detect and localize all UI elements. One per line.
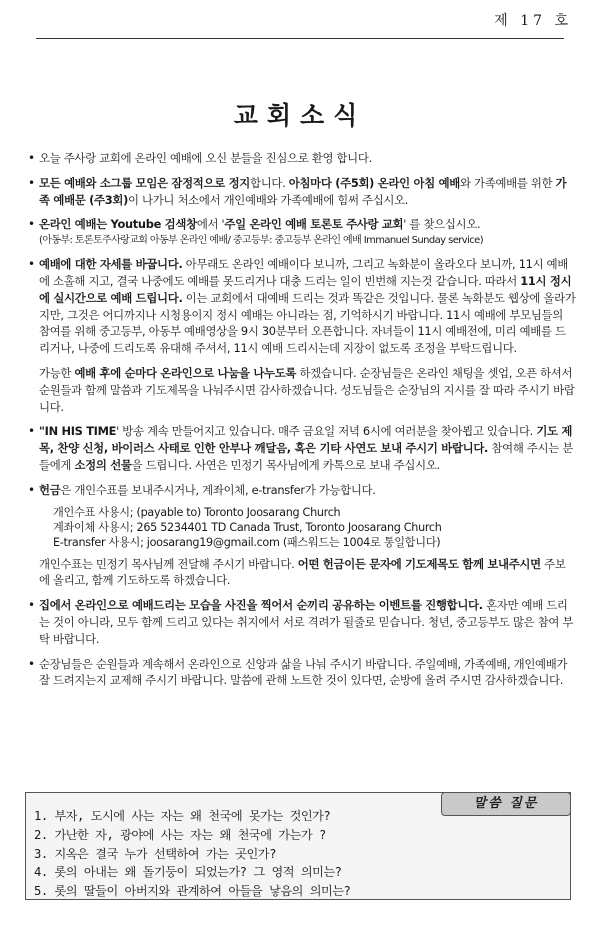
question-item: 5. 롯의 딸들이 아버지와 관계하여 아들을 낳음의 의미는? [34,884,351,899]
question-item: 3. 지옥은 결국 누가 선택하여 가는 곳인가? [34,846,276,861]
text: 은 개인수표를 보내주시거나, 계좌이체, e-transfer가 가능합니다. [60,482,376,497]
text: 합니다. [250,175,289,190]
question-list [34,807,350,901]
news-subparagraph [39,365,576,415]
question-item: 2. 가난한 자, 광야에 사는 자는 왜 천국에 가는가 ? [34,827,326,842]
bullet-icon: • [28,175,35,190]
text: 순장님들은 순원들과 계속해서 온라인으로 신앙과 삶을 나눠 주시기 바랍니다. 주일예배, 가족예배, 개인예배가 잘 드려지는지 교제해 주시기 바랍니다. 말씀에 관해 노트한 것이 있다면, 순방에 올려 주시면 감사하겠습니다. [39,656,568,688]
text: 이 나가니 처소에서 개인예배와 가족예배에 힘써 주십시오. [128,192,409,207]
news-item [26,175,576,209]
bold-text: "IN HIS TIME [39,424,117,439]
bold-text: 모든 예배와 소그룹 모임은 잠정적으로 정지 [39,175,250,190]
news-item [26,256,576,415]
bold-text: 주일 온라인 예배 토론토 주사랑 교회 [224,217,404,232]
account-line: 개인수표 사용시; (payable to) Toronto Joosarang Church [53,505,341,519]
bullet-icon: • [28,424,35,439]
bold-text: 예배에 대한 자세를 바꿉니다. [39,257,183,272]
text: 에서 ' [196,217,225,232]
question-box [25,792,571,900]
text: 이는 교회에서 대예배 드리는 것과 똑같은 것입니다. 물론 녹화분도 웹상에 올라가지만, 그것은 어디까지나 시청용이지 정시 예배는 아니라는 점, 기억하시기 바랍니다. 11시 예배에 부모님들의 참여를 위해 중고등부, 아동부 예배영상을 9시 30분부터 오픈합니다. 자녀들이 11시 예배전에, 미리 예배를 드리거나, 나중에 드리도록 유대해 주셔서, 11시 예배 드리시는데 지장이 없도록 조정을 부탁드립니다. [39,290,576,356]
text: ' 방송 계속 만들어지고 있습니다. 매주 금요일 저녁 6시에 여러분을 찾아뵙고 있습니다. [116,424,537,439]
news-item [26,656,576,690]
bold-text: 11시 정시에 실시간으로 예배 드립니다. [39,273,572,305]
issue-number: 제 17 호 [494,13,572,29]
news-paragraph [39,482,576,499]
news-item [26,597,576,647]
account-line: E-transfer 사용시; joosarang19@gmail.com (패스워드는 1004로 통일합니다) [53,535,441,549]
page-title: 교회소식 [233,101,367,130]
text: 가능한 [39,365,75,380]
text: 하겠습니다. 순장님들은 온라인 채팅을 셋업, 오픈 하셔서 순원들과 함께 말씀과 기도제목을 나눠주시면 감사하겠습니다. 성도님들은 순장님의 지시를 잘 따라 주시기 바랍니다. [39,365,575,414]
news-paragraph [39,256,576,357]
bold-text: 소정의 선물 [74,457,132,472]
bullet-icon: • [28,257,35,272]
bold-text: 어떤 헌금이든 문자에 기도제목도 함께 보내주시면 [297,556,541,571]
bullet-icon: • [28,598,35,613]
news-paragraph [39,656,576,690]
text: ' 를 찾으십시오. [403,217,481,232]
youtube-note: (아동부: 토론토주사랑교회 아동부 온라인 예배/ 중고등부: 중고등부 온라인 예배 Immanuel Sunday service) [39,235,483,247]
news-item [26,150,576,167]
news-subparagraph [39,556,576,590]
bold-text: 예배 후에 순마다 온라인으로 나눔을 나누도록 [74,365,297,380]
news-paragraph [39,150,576,167]
bold-text: 집에서 온라인으로 예배드리는 모습을 사진을 찍어서 순끼리 공유하는 이벤트를 진행합니다. [39,598,483,613]
text: 주보에 올리고, 함께 기도하도록 하겠습니다. [39,556,566,588]
text: 을 드립니다. 사연은 민정기 목사님에게 카톡으로 보내 주십시오. [131,457,440,472]
question-item: 1. 부자, 도시에 사는 자는 왜 천국에 못가는 것인가? [34,809,331,823]
header-rule [36,38,564,39]
news-item [26,482,576,589]
bullet-icon: • [28,656,35,671]
bold-text: 헌금 [39,482,61,497]
news-paragraph [39,216,576,233]
text: 아무래도 온라인 예배이다 보니까, 그리고 녹화분이 올라오다 보니까, 11시 예배에 소홀해 지고, 결국 나중에도 예배를 못드리거나 대충 드리는 일이 빈번해 지는것 같습니다. 따라서 [39,257,569,288]
question-item: 4. 롯의 아내는 왜 돌기둥이 되었는가? 그 영적 의미는? [34,865,342,880]
text: 와 가족예배를 위한 [460,175,556,190]
text: 혼자만 예배 드리는 것이 아니라, 모두 함께 드리고 있다는 취지에서 서로 격려가 될줄로 믿습니다. 청년, 중고등부도 많은 참여 부탁 바랍니다. [39,598,574,646]
news-paragraph [39,423,576,473]
question-box-tab: 말씀 질문 [441,792,571,816]
news-list [26,150,576,697]
bold-text: 아침마다 (주5회) 온라인 아침 예배 [288,175,461,190]
news-item [26,216,576,248]
news-paragraph [39,597,576,647]
account-line: 계좌이체 사용시; 265 5234401 TD Canada Trust, Toronto Joosarang Church [53,520,442,534]
text: 참여해 주시는 분들에게 [39,441,573,472]
text: 개인수표는 민정기 목사님께 전달해 주시기 바랍니다. [39,556,298,571]
bullet-icon: • [28,217,35,232]
bold-text: 온라인 예배는 Youtube 검색창 [39,217,197,232]
bullet-icon: • [28,482,35,497]
offering-accounts [53,505,576,550]
bold-text: 가족 예배문 (주3회) [39,175,567,207]
bullet-icon: • [28,151,35,165]
news-item [26,423,576,473]
text: 오늘 주사랑 교회에 온라인 예배에 오신 분들을 진심으로 환영 합니다. [39,151,372,165]
bold-text: 기도 제목, 찬양 신청, 바이러스 사태로 인한 안부나 깨달음, 혹은 기타 사연도 보내 주시기 바랍니다. [39,424,573,456]
news-paragraph [39,175,576,209]
